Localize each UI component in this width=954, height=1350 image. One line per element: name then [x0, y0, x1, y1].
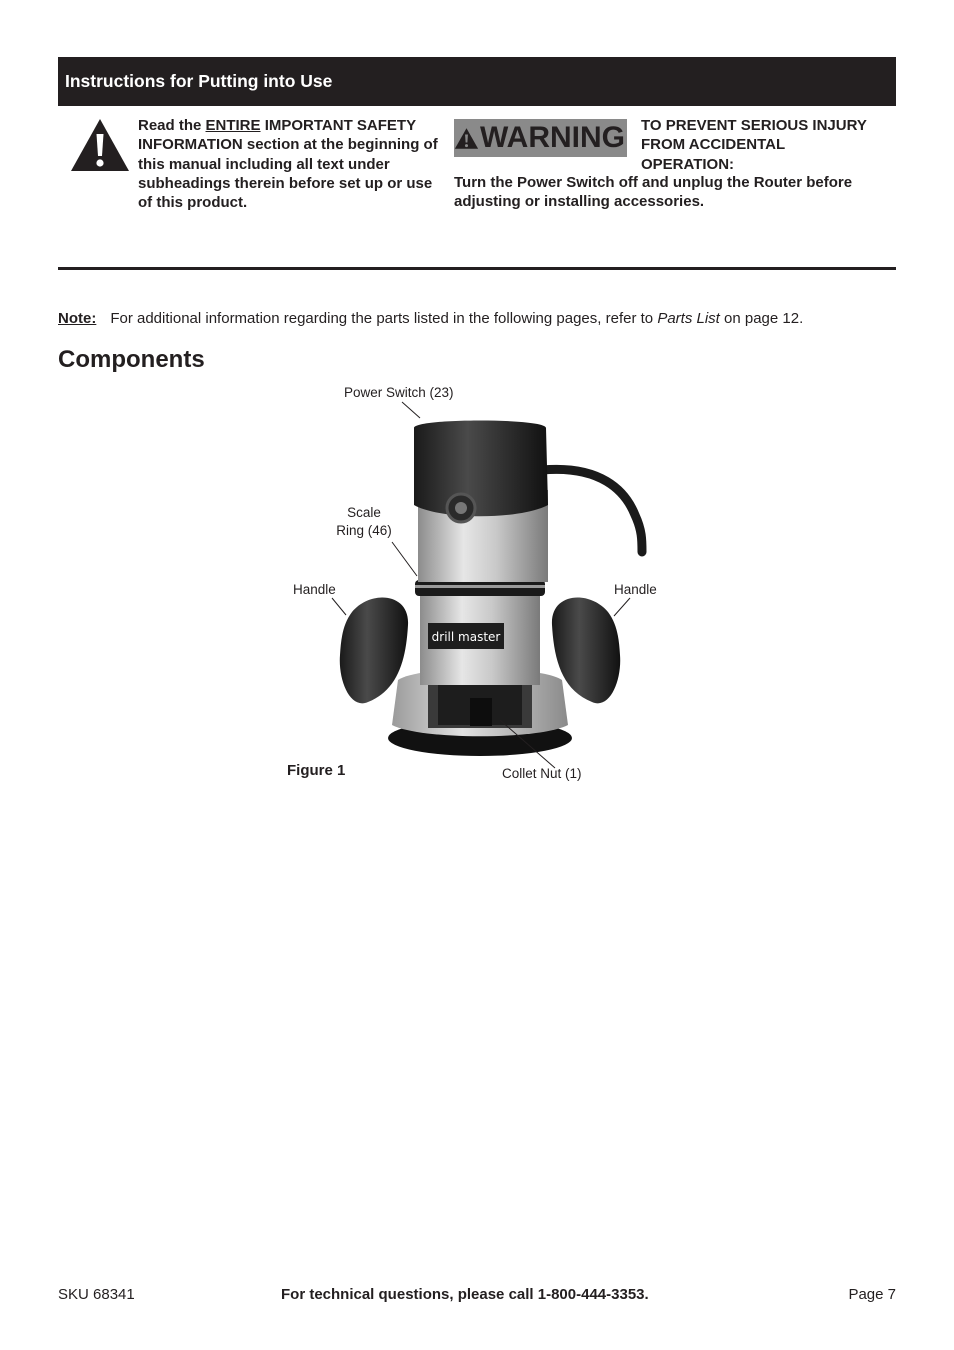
note-text-end: on page 12.: [719, 310, 804, 327]
figure-label: Figure 1: [287, 762, 346, 779]
power-cord: [542, 469, 642, 552]
warning-badge: [454, 119, 627, 157]
safety-text-end: IMPORTANT SAFETY INFORMATION section at the beginning of this manual including all text under subheadings therein before set up or use of this product.: [138, 117, 438, 212]
warning-triangle-icon: [454, 126, 479, 151]
callout-scale-ring: [333, 504, 395, 540]
section-divider: [58, 267, 896, 270]
section-header-title: Instructions for Putting into Use: [65, 71, 333, 91]
warning-headline: TO PREVENT SERIOUS INJURY FROM ACCIDENTAL OPERATION:: [641, 117, 867, 173]
warning-body: Turn the Power Switch off and unplug the Router before adjusting or installing accessories.: [454, 174, 853, 211]
callout-handle-right: Handle: [614, 582, 657, 597]
callout-scale-ring-line2: Ring (46): [336, 523, 392, 538]
footer-page-number: Page 7: [848, 1286, 896, 1303]
callout-power-switch: Power Switch (23): [344, 385, 454, 400]
note-line: [58, 310, 896, 327]
note-text-italic: Parts List: [657, 310, 720, 327]
callout-scale-ring-line1: Scale: [347, 505, 381, 520]
exclamation-triangle-icon: [70, 118, 130, 172]
note-label: Note:: [58, 310, 97, 327]
safety-text-emphasis: ENTIRE: [205, 117, 261, 134]
section-header: [58, 57, 896, 106]
safety-text-start: Read the: [138, 117, 206, 134]
safety-notice: [138, 116, 438, 212]
callout-collet-nut: Collet Nut (1): [502, 766, 582, 781]
callout-handle-left: Handle: [293, 582, 336, 597]
components-title: Components: [58, 346, 205, 373]
note-text-start: For additional information regarding the parts listed in the following pages, refer to: [110, 310, 658, 327]
footer-support: For technical questions, please call 1-800-444-3353.: [281, 1286, 649, 1303]
warning-badge-label: WARNING: [480, 121, 625, 154]
footer-sku: SKU 68341: [58, 1286, 135, 1303]
brand-mark: drill master: [431, 630, 501, 644]
motor-cap: [414, 421, 548, 517]
